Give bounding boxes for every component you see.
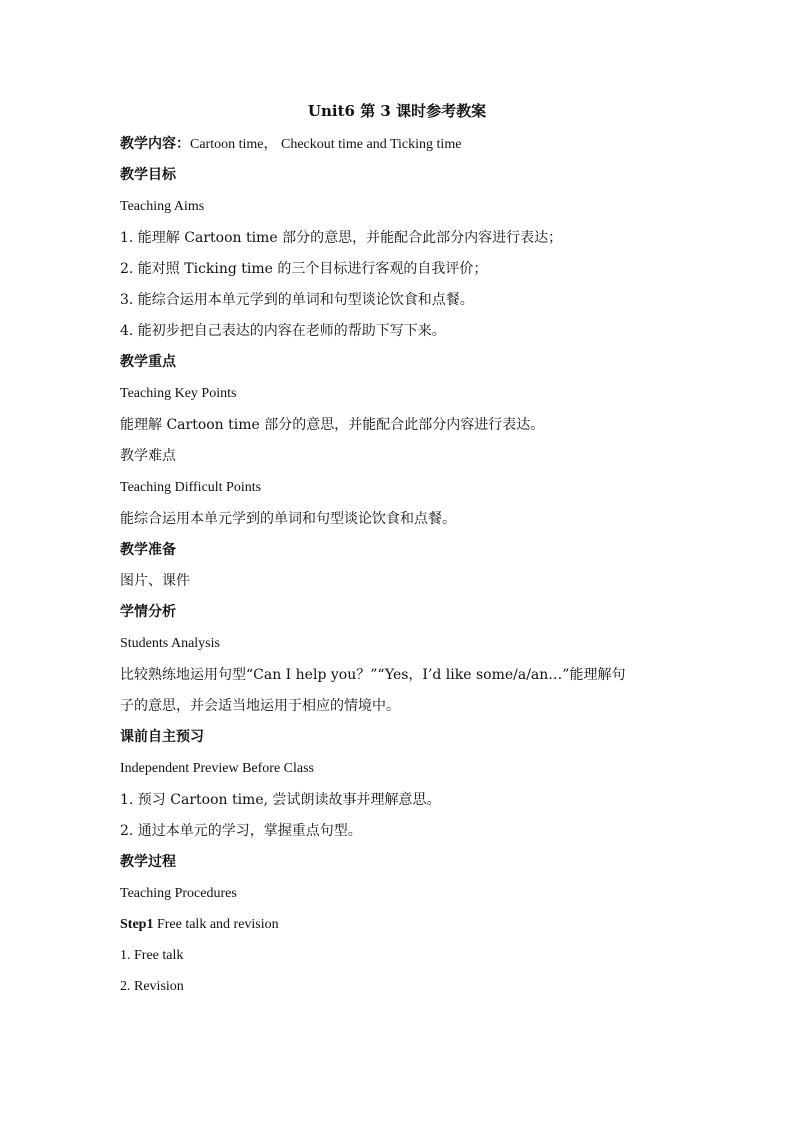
aims-heading-en: Teaching Aims: [120, 199, 205, 214]
procedures-heading-en: Teaching Procedures: [120, 886, 237, 901]
teaching-content-value: Cartoon time， Checkout time and Ticking time: [190, 137, 462, 152]
aim-item: 1. 能理解 Cartoon time 部分的意思，并能配合此部分内容进行表达；: [120, 230, 563, 246]
preview-heading-en: Independent Preview Before Class: [120, 761, 314, 776]
step1-item: 2. Revision: [120, 979, 184, 994]
procedures-heading: 教学过程: [120, 854, 176, 870]
key-points-heading: 教学重点: [120, 354, 176, 370]
preparation-text: 图片、课件: [120, 573, 190, 589]
teaching-content-label: 教学内容：: [120, 136, 190, 152]
document-title: Unit6 第 3 课时参考教案: [307, 102, 487, 120]
aim-item: 3. 能综合运用本单元学到的单词和句型谈论饮食和点餐。: [120, 292, 474, 308]
step1-item: 1. Free talk: [120, 948, 184, 963]
aim-item: 4. 能初步把自己表达的内容在老师的帮助下写下来。: [120, 323, 446, 339]
step1-line: [120, 916, 279, 934]
key-points-text: 能理解 Cartoon time 部分的意思，并能配合此部分内容进行表达。: [120, 417, 545, 433]
difficult-points-heading-en: Teaching Difficult Points: [120, 480, 262, 495]
analysis-text-line2: 子的意思，并会适当地运用于相应的情境中。: [120, 698, 400, 714]
preparation-heading: 教学准备: [120, 542, 176, 558]
difficult-points-heading: 教学难点: [120, 448, 176, 464]
aim-item: 2. 能对照 Ticking time 的三个目标进行客观的自我评价；: [120, 261, 488, 277]
step1-label: Step1: [120, 917, 154, 932]
analysis-heading-en: Students Analysis: [120, 636, 220, 651]
analysis-heading: 学情分析: [120, 604, 176, 620]
preview-heading: 课前自主预习: [120, 729, 204, 745]
teaching-content-line: [120, 135, 461, 154]
analysis-text-line1: 比较熟练地运用句型“Can I help you？”“Yes，I’d like some/a/an…”能理解句: [120, 667, 626, 683]
step1-text: Free talk and revision: [153, 917, 279, 932]
preview-item: 2. 通过本单元的学习，掌握重点句型。: [120, 823, 362, 839]
key-points-heading-en: Teaching Key Points: [120, 386, 237, 401]
difficult-points-text: 能综合运用本单元学到的单词和句型谈论饮食和点餐。: [120, 511, 456, 527]
preview-item: 1. 预习 Cartoon time, 尝试朗读故事并理解意思。: [120, 792, 441, 808]
aims-heading: 教学目标: [120, 167, 176, 183]
